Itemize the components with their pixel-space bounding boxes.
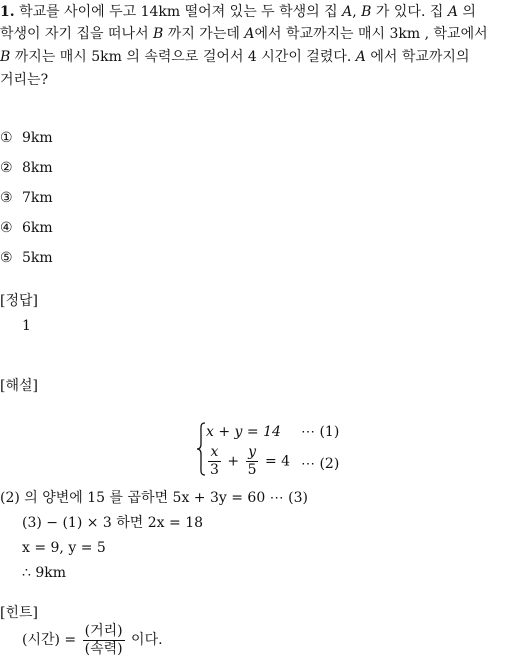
fraction-denominator: 5 — [247, 462, 257, 478]
equation-2 — [206, 444, 290, 479]
option-text: 7km — [22, 190, 53, 206]
option-number: ② — [0, 160, 13, 176]
fraction-numerator: x — [208, 444, 221, 462]
fraction — [208, 444, 221, 479]
question-text: 에서 학교까지는 매시 3km , 학교에서 — [254, 26, 488, 42]
question-text: 의 — [457, 4, 476, 20]
option-2 — [0, 158, 53, 178]
question-text: 학교를 사이에 두고 14km 떨어져 있는 두 학생의 집 — [19, 4, 343, 20]
equation-system — [196, 420, 366, 478]
question-text: 에서 학교까지의 — [365, 49, 470, 65]
var: A — [355, 49, 366, 65]
solution-step-2: (3) − (1) × 3 하면 2x = 18 — [22, 515, 204, 531]
fraction-numerator: y — [246, 444, 259, 462]
var: A — [244, 26, 255, 42]
hint-heading: [힌트] — [0, 605, 38, 621]
var: B — [153, 26, 164, 42]
fraction-denominator: 3 — [210, 462, 219, 478]
solution-step-3: x = 9, y = 5 — [22, 540, 106, 556]
option-number: ⑤ — [0, 250, 13, 266]
brace-icon — [196, 422, 206, 476]
var: A — [447, 4, 458, 20]
option-4 — [0, 218, 53, 238]
var: B — [361, 4, 372, 20]
option-1 — [0, 128, 53, 148]
solution-step-4: ∴ 9km — [22, 565, 67, 581]
solution-step-1: (2) 의 양변에 15 를 곱하면 5x + 3y = 60 ⋯ (3) — [0, 490, 308, 506]
option-number: ③ — [0, 190, 13, 206]
solution-heading: [해설] — [0, 378, 38, 394]
hint-fraction — [83, 623, 125, 658]
question-text: , — [352, 4, 362, 20]
fraction — [246, 444, 259, 479]
equation-1: x + y = 14 — [206, 424, 281, 440]
option-number: ④ — [0, 220, 13, 236]
option-5 — [0, 248, 53, 268]
option-number: ① — [0, 130, 13, 146]
var: B — [0, 49, 11, 65]
question-text: 가 있다. 집 — [371, 4, 448, 20]
operator: + — [227, 453, 240, 470]
hint-tail: 이다. — [126, 632, 163, 648]
answer-heading: [정답] — [0, 293, 38, 309]
option-text: 6km — [22, 220, 53, 236]
option-text: 5km — [22, 250, 53, 266]
question-text: 까지는 매시 5km 의 속력으로 걸어서 4 시간이 걸렸다. — [10, 49, 356, 65]
equation-1-tag: ⋯ (1) — [301, 424, 340, 440]
fraction-numerator: (거리) — [84, 622, 123, 639]
fraction-denominator: (속력) — [84, 640, 123, 657]
question-number: 1. — [0, 4, 15, 20]
equation-2-tag: ⋯ (2) — [301, 456, 340, 472]
equation-rhs: = 4 — [264, 453, 291, 470]
question-line-1 — [0, 2, 476, 22]
answer-value: 1 — [22, 318, 31, 334]
question-line-4: 거리는? — [0, 72, 49, 88]
option-text: 9km — [22, 130, 53, 146]
hint-formula — [22, 622, 163, 658]
option-text: 8km — [22, 160, 53, 176]
question-text: 학생이 자기 집을 떠나서 — [0, 26, 154, 42]
question-line-3 — [0, 47, 469, 67]
var: A — [342, 4, 353, 20]
question-line-2 — [0, 24, 488, 44]
option-3 — [0, 188, 53, 208]
question-text: 까지 가는데 — [163, 26, 245, 42]
hint-lhs: (시간) = — [22, 632, 77, 648]
